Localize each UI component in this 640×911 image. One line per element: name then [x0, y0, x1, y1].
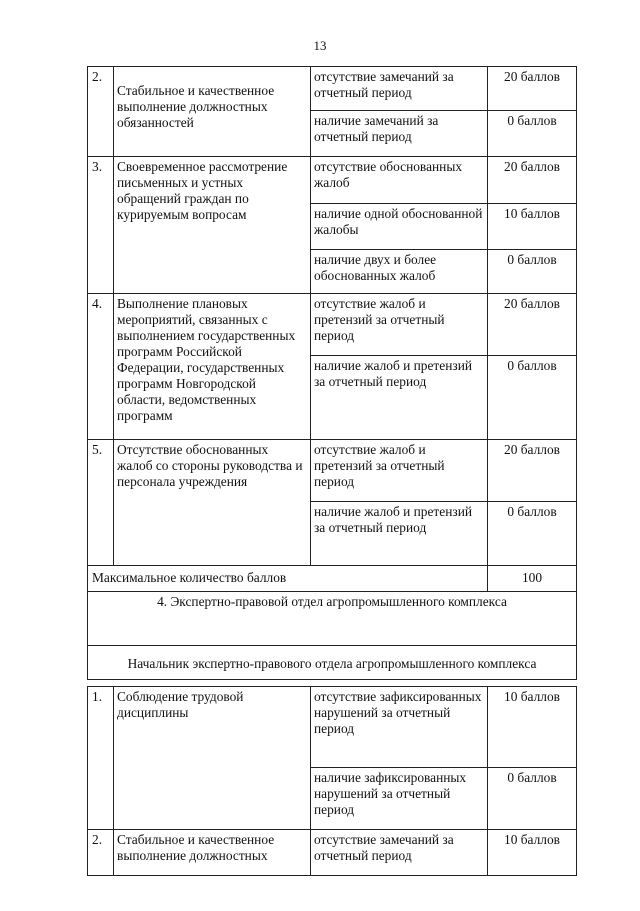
table-row [88, 67, 577, 111]
position-title: Начальник экспертно-правового отдела агропромышленного комплекса [88, 646, 577, 680]
position-row [88, 646, 577, 680]
table-row [88, 294, 577, 356]
condition-cell: наличие жалоб и претензий за отчетный период [311, 502, 488, 566]
criterion-cell: Выполнение плановых мероприятий, связанных с выполнением государственных программ Российской Федерации, государственных программ Новгородской области, ведомственных программ [114, 294, 311, 440]
total-value: 100 [488, 566, 577, 592]
condition-cell: наличие зафиксированных нарушений за отчетный период [311, 768, 488, 830]
section-row [88, 592, 577, 646]
points-cell: 20 баллов [488, 157, 577, 204]
total-label: Максимальное количество баллов [88, 566, 488, 592]
table-row [88, 687, 577, 768]
condition-cell: отсутствие зафиксированных нарушений за отчетный период [311, 687, 488, 768]
page-number: 13 [313, 38, 327, 53]
table-row [88, 440, 577, 502]
points-cell: 0 баллов [488, 250, 577, 294]
condition-cell: наличие одной обоснованной жалобы [311, 204, 488, 250]
condition-cell: наличие двух и более обоснованных жалоб [311, 250, 488, 294]
condition-cell: отсутствие замечаний за отчетный период [311, 67, 488, 111]
total-row [88, 566, 577, 592]
table-row [88, 157, 577, 204]
criteria-table-continued [87, 686, 577, 876]
points-cell: 20 баллов [488, 294, 577, 356]
points-cell: 20 баллов [488, 440, 577, 502]
row-number: 1. [88, 687, 114, 830]
row-number: 3. [88, 157, 114, 294]
table-row [88, 830, 577, 876]
points-cell: 0 баллов [488, 111, 577, 157]
criteria-table [87, 66, 577, 680]
criterion-cell: Своевременное рассмотрение письменных и устных обращений граждан по курируемым вопросам [114, 157, 311, 294]
row-number: 2. [88, 830, 114, 876]
points-cell: 10 баллов [488, 687, 577, 768]
condition-cell: отсутствие замечаний за отчетный период [311, 830, 488, 876]
points-cell: 0 баллов [488, 356, 577, 440]
points-cell: 10 баллов [488, 830, 577, 876]
section-title: 4. Экспертно-правовой отдел агропромышленного комплекса [88, 592, 577, 646]
points-cell: 0 баллов [488, 768, 577, 830]
condition-cell: наличие замечаний за отчетный период [311, 111, 488, 157]
criterion-cell: Стабильное и качественное выполнение должностных обязанностей [114, 67, 311, 157]
points-cell: 10 баллов [488, 204, 577, 250]
condition-cell: отсутствие обоснованных жалоб [311, 157, 488, 204]
condition-cell: наличие жалоб и претензий за отчетный период [311, 356, 488, 440]
points-cell: 20 баллов [488, 67, 577, 111]
row-number: 2. [88, 67, 114, 157]
row-number: 5. [88, 440, 114, 566]
condition-cell: отсутствие жалоб и претензий за отчетный период [311, 294, 488, 356]
criterion-cell: Отсутствие обоснованных жалоб со стороны руководства и персонала учреждения [114, 440, 311, 566]
row-number: 4. [88, 294, 114, 440]
points-cell: 0 баллов [488, 502, 577, 566]
criterion-cell: Стабильное и качественное выполнение должностных [114, 830, 311, 876]
condition-cell: отсутствие жалоб и претензий за отчетный период [311, 440, 488, 502]
criterion-cell: Соблюдение трудовой дисциплины [114, 687, 311, 830]
